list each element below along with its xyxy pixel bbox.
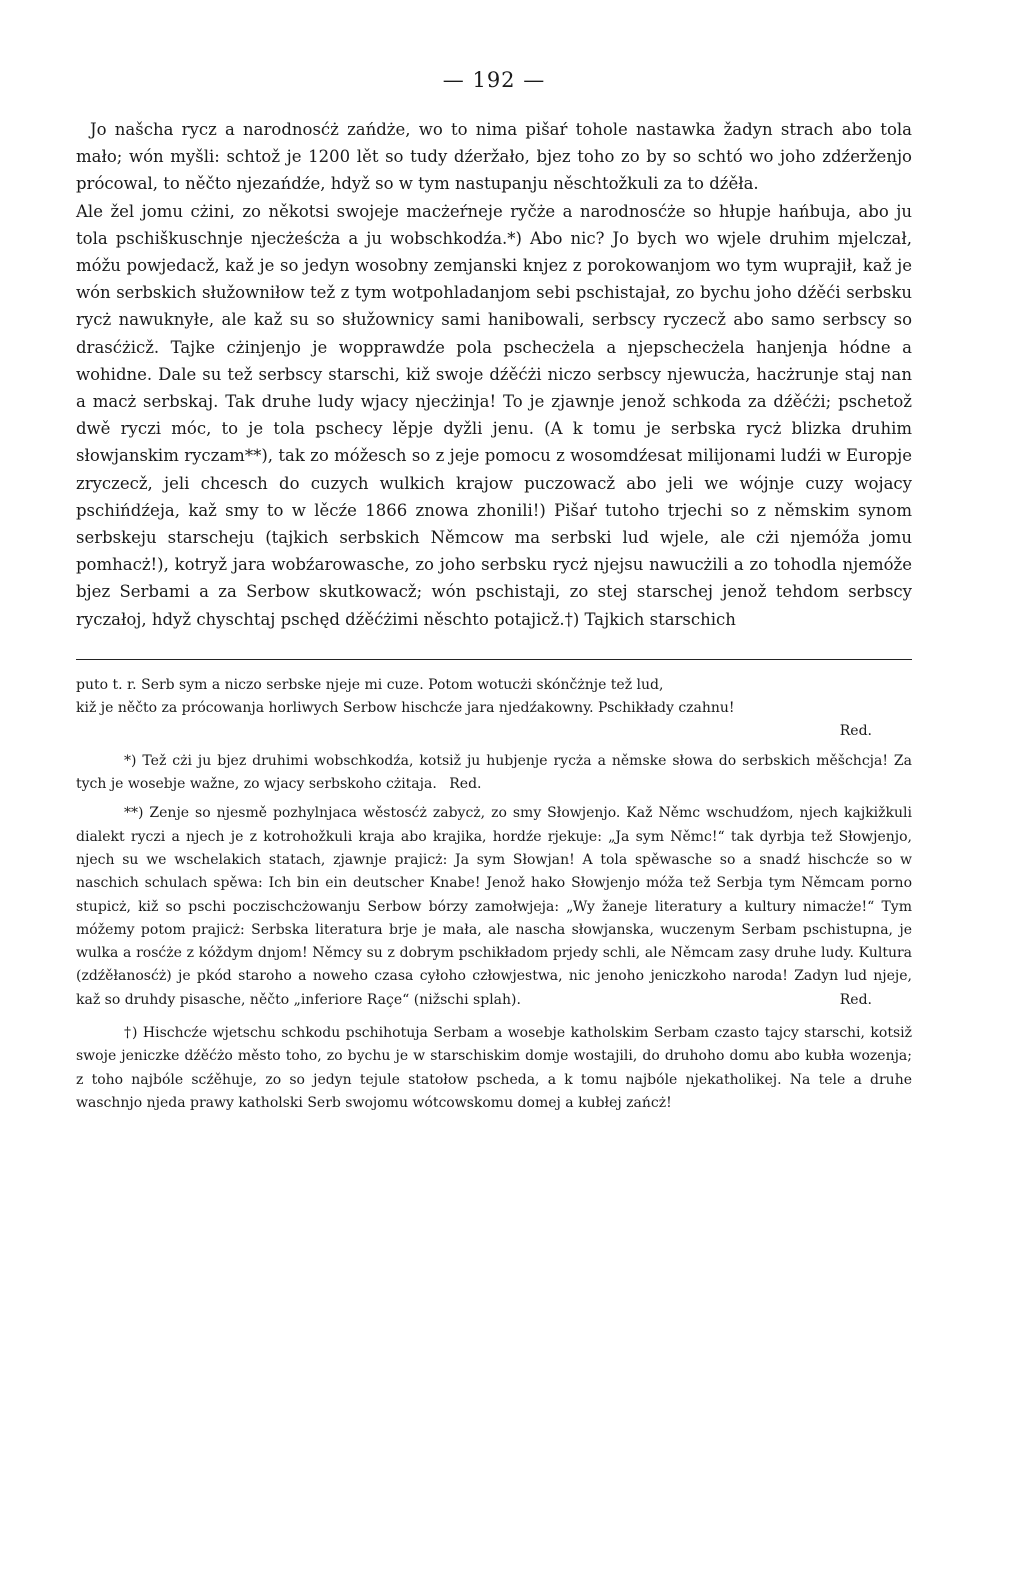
footnote-star-2 <box>76 802 912 1012</box>
footnote-star-1-signature: Red. <box>449 776 482 793</box>
page-number: — 192 — <box>442 68 546 92</box>
footnote-continuation-line-1: puto t. r. Serb sym a niczo serbske njeje mi cuze. Potom wotucżi skónčżnje tež lud, <box>76 676 664 693</box>
footnote-dagger: †) Hischcźe wjetschu schkodu pschihotuja Serbam a wosebje katholskim Serbam czasto tajcy starschi, kotsiž swoje jeniczke dźěćżo město toho, zo bychu je w starschiskim domje wostajili, do druhoho domu abo kubła wozenja; z toho najbóle scźěhuje, zo so jedyn tejule statołow pscheda, a k tomu najbóle njekatholikej. Na tele a druhe waschnjo njeda prawy katholski Serb swojomu wótcowskomu domej a kubłej zańcż! <box>76 1025 912 1111</box>
paragraph-2: Ale žel jomu cżini, zo někotsi swojeje macżeŕneje ryčże a narodnosćże so hłupje hańbuja, abo ju tola pschiškuschnje njecżeścża a ju wobschkodźa.*) Abo nic? Jo bych wo wjele druhim mjelczał, móžu powjedacž, kaž je so jedyn wosobny zemjanski knjez z porokowanjom wo tym wuprajił, kaž je wón serbskich słužowniłow tež z tym wotpohladanjom sebi pschistajał, zo bychu joho dźěći serbsku rycż nawuknyłe, ale kaž su so słužownicy sami hanibowali, serbscy ryczecž abo samo serbscy so drasćżicž. Tajke cżinjenjo je wopprawdźe pola pschecżela a njepschecżela hanjenja hódne a wohidne. Dale su tež serbscy starschi, kiž swoje dźěćżi niczo serbscy njewucża, hacżrunje staj nan a macż serbskaj. Tak druhe ludy wjacy njecżinja! To je zjawnje jenož schkoda za dźěćżi; pschetož dwě ryczi móc, to je tola pschecy lěpje dyžli jenu. (A k tomu je serbska rycż blizka druhim słowjanskim ryczam**), tak zo móžesch so z jeje pomocu z wosomdźesat milijonami ludźi w Europje zryczecž, jeli chcesch do cuzych wulkich krajow puczowacž abo jeli we wójnje cuzy wojacy pschińdźeja, kaž smy to w lěcźe 1866 znowa zhonili!) Pišaŕ tutoho trjechi so z němskim synom serbskeju starscheju (tajkich serbskich Němcow ma serbski lud wjele, ale cżi njemóža jomu pomhacż!), kotryž jara wobźarowasche, zo joho serbsku rycż njejsu nawucżili a zo tohodla njemóže bjez Serbami a za Serbow skutkowacž; wón pschistaji, zo stej starschej jenož tehdom serbscy ryczałoj, hdyž chyschtaj pschęd dźěćżimi něschto potajicž.†) Tajkich starschich <box>76 201 912 629</box>
footnote-continuation-signature: Red. <box>839 723 872 740</box>
footnote-continuation-line-2: kiž je něčto za prócowanja horliwych Serbow hischcźe jara njedźakowny. Pschikłady czahnu! <box>76 700 735 717</box>
footnote-star-1 <box>76 750 912 797</box>
main-text <box>76 116 912 633</box>
footnote-star-2-signature: Red. <box>839 991 872 1008</box>
document-page <box>76 68 912 1115</box>
paragraph-1: Jo našcha rycz a narodnosćż zańdże, wo to nima pišaŕ tohole nastawka žadyn strach abo tola mało; wón myšli: schtož je 1200 lět so tudy dźeržało, bjez toho zo by so schtó wo joho zdźerženjo prócowal, to něčto njezańdźe, hdyž so w tym nastupanju něschtožkuli za to dźěła. <box>76 120 912 194</box>
footnotes <box>76 674 912 1115</box>
footnote-divider <box>76 659 912 660</box>
footnote-star-2-text: **) Zenje so njesmě pozhylnjaca wěstosćż zabycż, zo smy Słowjenjo. Kaž Němc wschudźom, njech kajkižkuli dialekt ryczi a njech je z kotrohožkuli kraja abo krajika, hordźe rjekuje: „Ja sym Němc!“ tak dyrbja tež Słowjenjo, njech su we wschelakich statach, zjawnje prajicż: Ja sym Słowjan! A tola spěwasche so a snadź hischcźe so w naschich schulach spěwa: Ich bin ein deutscher Knabe! Jenož hako Słowjenjo móža tež Serbja tym Němcam porno stupicż, kiž so pschi poczischcżowanju Serbow bórzy zamołwjeja: „Wy žaneje literatury a kultury nimacże!“ Tym móžemy potom prajicż: Serbska literatura brje je mała, ale nascha słowjanska, wuczenym Serbam pschistupna, je wulka a rosćże z kóždym dnjom! Němcy su z dobrym pschikładom prjedy schli, ale Němcam zasy druhe ludy. Kultura (zdźěłanosćż) je pkód staroho a noweho czasa cyłoho człowjestwa, nic jenoho jeniczkoho naroda! Zadyn lud njeje, kaž so druhdy pisasche, něčto „inferiore Raçe“ (nižschi splah). <box>76 805 912 1008</box>
footnote-star-1-text: *) Tež cżi ju bjez druhimi wobschkodźa, kotsiž ju hubjenje rycża a němske słowa do serbskich měšchcja! Za tych je wosebje wažne, zo wjacy serbskoho cżitaja. <box>76 752 912 793</box>
